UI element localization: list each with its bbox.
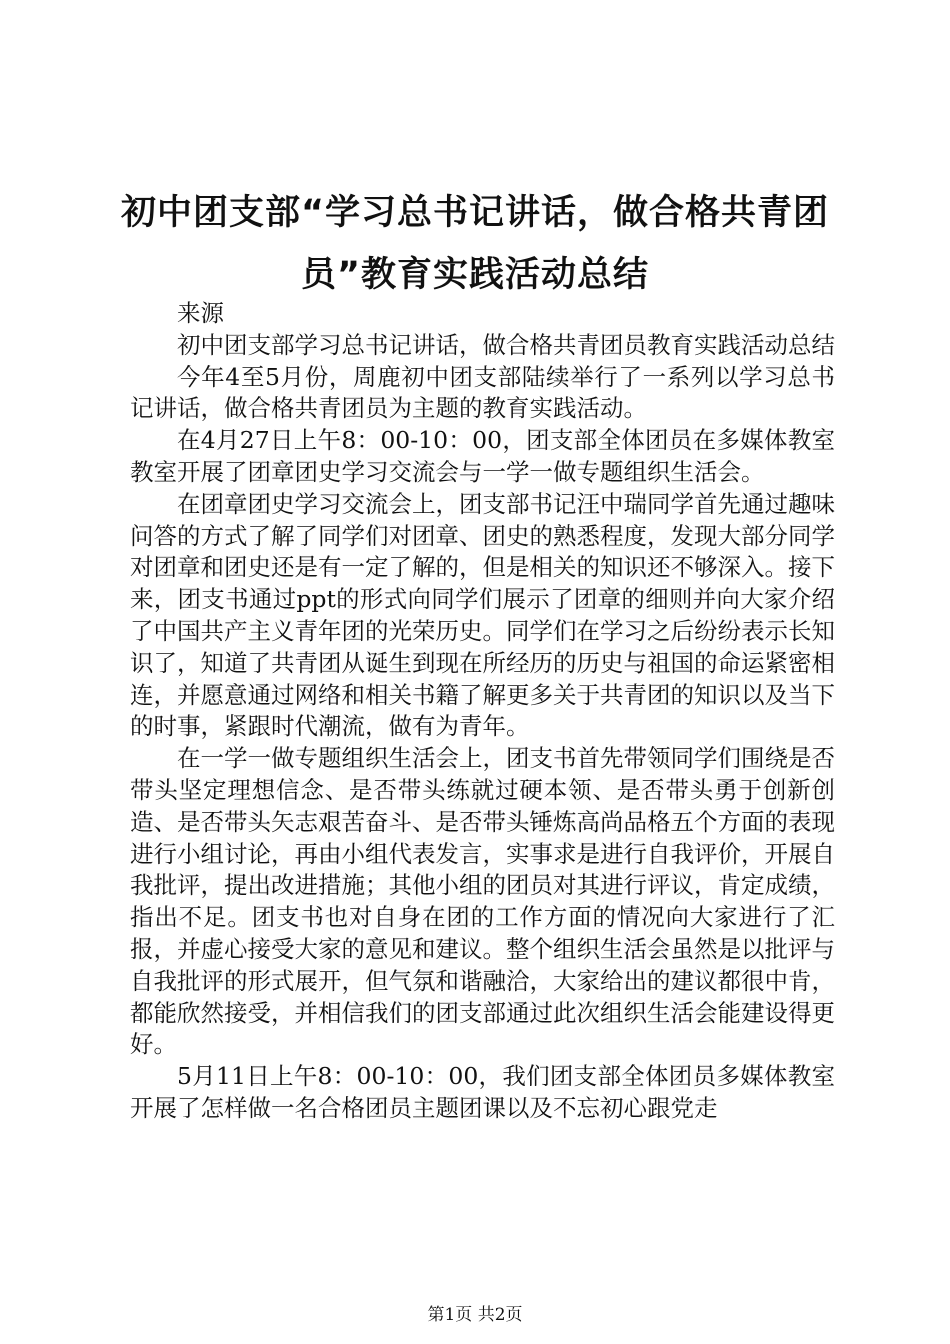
- paragraph-life-meeting: 在一学一做专题组织生活会上，团支书首先带领同学们围绕是否带头坚定理想信念、是否带头练就过硬本领、是否带头勇于创新创造、是否带头矢志艰苦奋斗、是否带头锤炼高尚品格五个方面的表现进行小组讨论，再由小组代表发言，实事求是进行自我评价，开展自我批评，提出改进措施；其他小组的团员对其进行评议，肯定成绩，指出不足。团支书也对自身在团的工作方面的情况向大家进行了汇报，并虚心接受大家的意见和建议。整个组织生活会虽然是以批评与自我批评的形式展开，但气氛和谐融洽，大家给出的建议都很中肯，都能欣然接受，并相信我们的团支部通过此次组织生活会能建设得更好。: [130, 744, 835, 1059]
- document-body: [130, 298, 835, 1125]
- document-title: 初中团支部“学习总书记讲话，做合格共青团员”教育实践活动总结: [120, 193, 829, 295]
- paragraph-source: 来源: [177, 299, 224, 327]
- page-footer: 第1页 共2页: [427, 1305, 523, 1325]
- paragraph-may-event: 5月11日上午8：00-10：00，我们团支部全体团员多媒体教室开展了怎样做一名合格团员主题团课以及不忘初心跟党走: [130, 1062, 835, 1122]
- paragraph-april-event: 在4月27日上午8：00-10：00，团支部全体团员在多媒体教室教室开展了团章团史学习交流会与一学一做专题组织生活会。: [130, 426, 835, 486]
- paragraph-exchange-meeting: 在团章团史学习交流会上，团支部书记汪中瑞同学首先通过趣味问答的方式了解了同学们对团章、团史的熟悉程度，发现大部分同学对团章和团史还是有一定了解的，但是相关的知识还不够深入。接下来，团支书通过ppt的形式向同学们展示了团章的细则并向大家介绍了中国共产主义青年团的光荣历史。同学们在学习之后纷纷表示长知识了，知道了共青团从诞生到现在所经历的历史与祖国的命运紧密相连，并愿意通过网络和相关书籍了解更多关于共青团的知识以及当下的时事，紧跟时代潮流，做有为青年。: [130, 489, 835, 741]
- paragraph-intro: 今年4至5月份，周鹿初中团支部陆续举行了一系列以学习总书记讲话，做合格共青团员为主题的教育实践活动。: [130, 362, 835, 423]
- paragraph-subtitle: 初中团支部学习总书记讲话，做合格共青团员教育实践活动总结: [177, 330, 835, 359]
